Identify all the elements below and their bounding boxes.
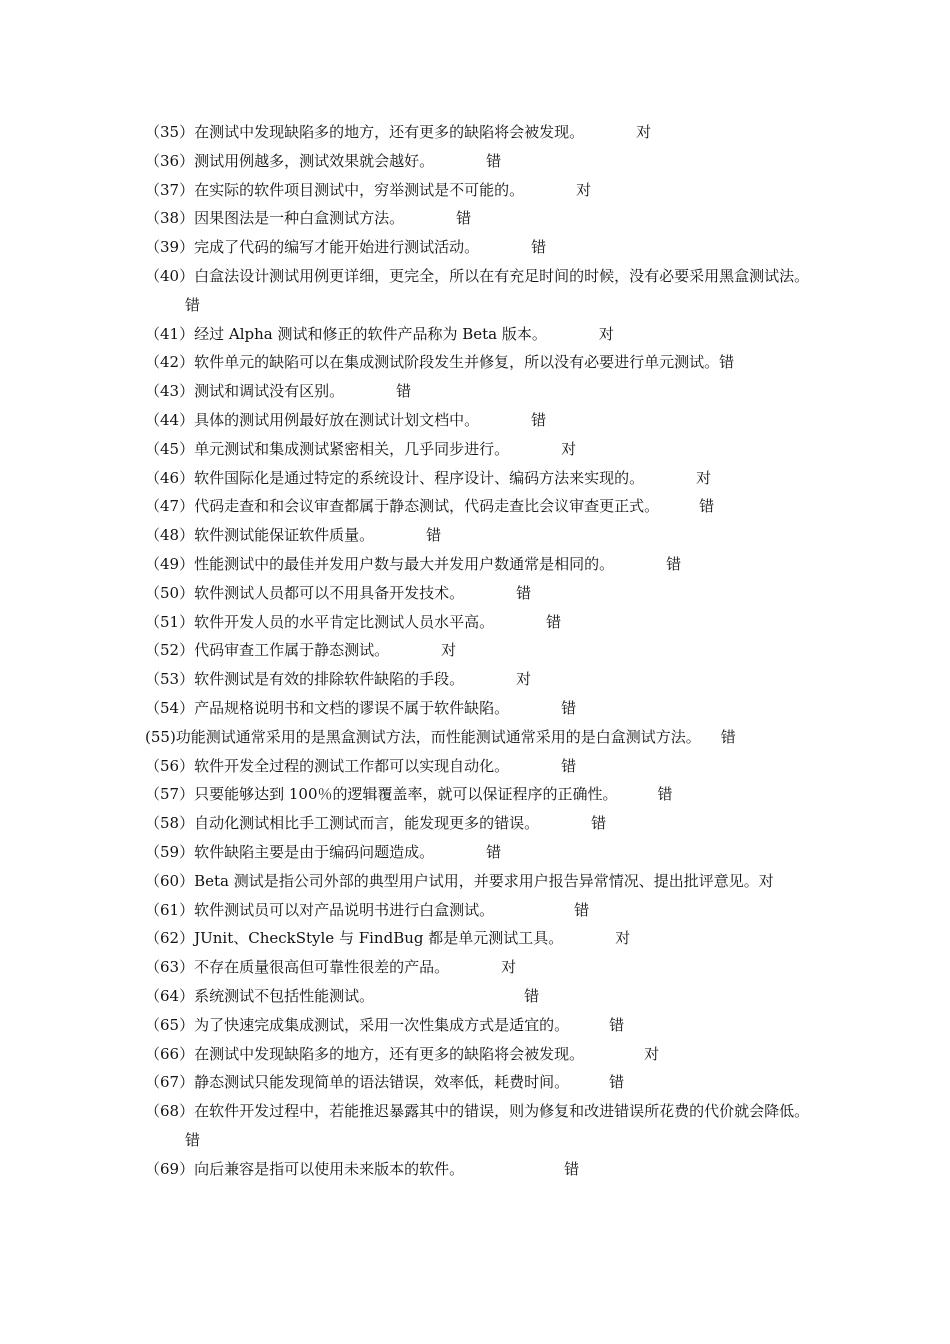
question-text: （38）因果图法是一种白盒测试方法。 bbox=[145, 209, 405, 228]
answer-mark: 错 bbox=[486, 842, 502, 861]
question-text: （52）代码审查工作属于静态测试。 bbox=[145, 641, 390, 660]
question-text: （42）软件单元的缺陷可以在集成测试阶段发生并修复，所以没有必要进行单元测试。 bbox=[145, 353, 720, 372]
question-text: （68）在软件开发过程中，若能推迟暴露其中的错误，则为修复和改进错误所花费的代价就会降低。 bbox=[145, 1102, 810, 1121]
answer-mark: 错 bbox=[396, 382, 412, 401]
list-item bbox=[145, 924, 815, 953]
question-text: （59）软件缺陷主要是由于编码问题造成。 bbox=[145, 842, 435, 861]
question-text: （57）只要能够达到 100％的逻辑覆盖率，就可以保证程序的正确性。 bbox=[145, 785, 618, 804]
question-text: （65）为了快速完成集成测试，采用一次性集成方式是适宜的。 bbox=[145, 1015, 570, 1034]
list-item bbox=[145, 320, 815, 349]
list-item bbox=[145, 838, 815, 867]
answer-mark: 对 bbox=[501, 958, 517, 977]
question-text: （66）在测试中发现缺陷多的地方，还有更多的缺陷将会被发现。 bbox=[145, 1044, 585, 1063]
answer-mark: 错 bbox=[486, 151, 502, 170]
list-item bbox=[145, 262, 815, 320]
answer-mark: 错 bbox=[531, 238, 547, 257]
answer-mark: 对 bbox=[561, 439, 577, 458]
answer-mark: 错 bbox=[574, 900, 590, 919]
list-item bbox=[145, 521, 815, 550]
answer-mark: 错 bbox=[531, 410, 547, 429]
answer-mark: 错 bbox=[609, 1073, 625, 1092]
list-item bbox=[145, 1097, 815, 1155]
list-item bbox=[145, 953, 815, 982]
list-item bbox=[145, 1068, 815, 1097]
list-item bbox=[145, 780, 815, 809]
list-item bbox=[145, 464, 815, 493]
list-item bbox=[145, 1011, 815, 1040]
question-list bbox=[145, 118, 815, 1183]
question-text: （60）Beta 测试是指公司外部的典型用户试用，并要求用户报告异常情况、提出批评意见。 bbox=[145, 871, 759, 890]
question-text: （40）白盒法设计测试用例更详细，更完全，所以在有充足时间的时候，没有必要采用黑盒测试法。 bbox=[145, 266, 810, 285]
question-text: （64）系统测试不包括性能测试。 bbox=[145, 986, 375, 1005]
answer-mark: 错 bbox=[516, 583, 532, 602]
list-item bbox=[145, 550, 815, 579]
list-item bbox=[145, 982, 815, 1011]
question-text: （53）软件测试是有效的排除软件缺陷的手段。 bbox=[145, 670, 465, 689]
question-text: （44）具体的测试用例最好放在测试计划文档中。 bbox=[145, 410, 480, 429]
answer-mark: 错 bbox=[456, 209, 472, 228]
question-text: （50）软件测试人员都可以不用具备开发技术。 bbox=[145, 583, 465, 602]
list-item bbox=[145, 118, 815, 147]
answer-mark: 对 bbox=[758, 871, 774, 890]
list-item bbox=[145, 665, 815, 694]
answer-mark: 错 bbox=[185, 1130, 201, 1149]
question-text: （61）软件测试员可以对产品说明书进行白盒测试。 bbox=[145, 900, 495, 919]
question-text: （43）测试和调试没有区别。 bbox=[145, 382, 345, 401]
list-item bbox=[145, 1040, 815, 1069]
question-text: （49）性能测试中的最佳并发用户数与最大并发用户数通常是相同的。 bbox=[145, 554, 615, 573]
list-item bbox=[145, 492, 815, 521]
list-item bbox=[145, 896, 815, 925]
question-text: （63）不存在质量很高但可靠性很差的产品。 bbox=[145, 958, 450, 977]
question-text: （35）在测试中发现缺陷多的地方，还有更多的缺陷将会被发现。 bbox=[145, 123, 585, 141]
list-item bbox=[145, 406, 815, 435]
answer-mark: 错 bbox=[561, 698, 577, 717]
question-text: （56）软件开发全过程的测试工作都可以实现自动化。 bbox=[145, 756, 510, 775]
list-item bbox=[145, 867, 815, 896]
question-text: （39）完成了代码的编写才能开始进行测试活动。 bbox=[145, 238, 480, 257]
answer-mark: 错 bbox=[546, 612, 562, 631]
list-item bbox=[145, 636, 815, 665]
answer-mark: 错 bbox=[524, 986, 540, 1005]
question-text: （41）经过 Alpha 测试和修正的软件产品称为 Beta 版本。 bbox=[145, 324, 547, 343]
answer-mark: 错 bbox=[609, 1015, 625, 1034]
list-item bbox=[145, 809, 815, 838]
list-item bbox=[145, 348, 815, 377]
answer-mark: 错 bbox=[657, 785, 673, 804]
question-text: （69）向后兼容是指可以使用未来版本的软件。 bbox=[145, 1159, 465, 1178]
question-text: （37）在实际的软件项目测试中，穷举测试是不可能的。 bbox=[145, 180, 525, 199]
answer-mark: 对 bbox=[615, 929, 631, 948]
answer-mark: 对 bbox=[441, 641, 457, 660]
list-item bbox=[145, 176, 815, 205]
answer-mark: 对 bbox=[644, 1044, 660, 1063]
answer-mark: 错 bbox=[185, 295, 201, 314]
answer-mark: 错 bbox=[591, 814, 607, 833]
question-text: （58）自动化测试相比手工测试而言，能发现更多的错误。 bbox=[145, 814, 540, 833]
list-item bbox=[145, 1155, 815, 1184]
list-item bbox=[145, 752, 815, 781]
question-text: （47）代码走查和和会议审查都属于静态测试，代码走查比会议审查更正式。 bbox=[145, 497, 660, 516]
list-item bbox=[145, 147, 815, 176]
question-text: (55)功能测试通常采用的是黑盒测试方法，而性能测试通常采用的是白盒测试方法。 bbox=[145, 727, 701, 746]
list-item bbox=[145, 723, 815, 752]
question-text: （51）软件开发人员的水平肯定比测试人员水平高。 bbox=[145, 612, 495, 631]
question-text: （67）静态测试只能发现简单的语法错误，效率低，耗费时间。 bbox=[145, 1073, 570, 1092]
question-text: （45）单元测试和集成测试紧密相关，几乎同步进行。 bbox=[145, 439, 510, 458]
answer-mark: 错 bbox=[564, 1159, 580, 1178]
answer-mark: 对 bbox=[598, 324, 614, 343]
question-text: （36）测试用例越多，测试效果就会越好。 bbox=[145, 151, 435, 170]
answer-mark: 错 bbox=[699, 497, 715, 516]
list-item bbox=[145, 377, 815, 406]
list-item bbox=[145, 204, 815, 233]
answer-mark: 错 bbox=[561, 756, 577, 775]
answer-mark: 错 bbox=[426, 526, 442, 545]
list-item bbox=[145, 435, 815, 464]
answer-mark: 错 bbox=[720, 727, 736, 746]
question-text: （48）软件测试能保证软件质量。 bbox=[145, 526, 375, 545]
list-item bbox=[145, 233, 815, 262]
list-item bbox=[145, 579, 815, 608]
answer-mark: 错 bbox=[719, 353, 735, 372]
list-item bbox=[145, 694, 815, 723]
answer-mark: 对 bbox=[696, 468, 712, 487]
answer-mark: 对 bbox=[636, 123, 652, 141]
answer-mark: 对 bbox=[576, 180, 592, 199]
question-text: （62）JUnit、CheckStyle 与 FindBug 都是单元测试工具。 bbox=[145, 929, 564, 948]
answer-mark: 错 bbox=[666, 554, 682, 573]
question-text: （54）产品规格说明书和文档的谬误不属于软件缺陷。 bbox=[145, 698, 510, 717]
question-text: （46）软件国际化是通过特定的系统设计、程序设计、编码方法来实现的。 bbox=[145, 468, 645, 487]
answer-mark: 对 bbox=[516, 670, 532, 689]
list-item bbox=[145, 608, 815, 637]
